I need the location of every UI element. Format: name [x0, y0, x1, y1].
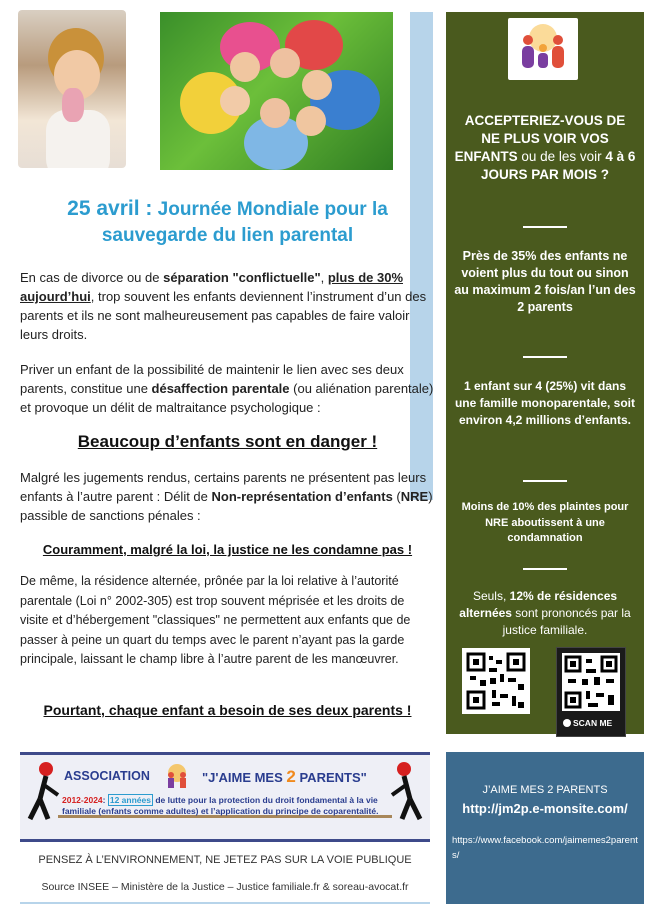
hand-icon: [563, 719, 571, 727]
scan-me-label: SCAN ME: [563, 718, 619, 728]
qr-icon: [562, 653, 620, 711]
sidebar-stat-35: Près de 35% des enfants ne voient plus du tout ou sinon au maximum 2 fois/an l’un des 2 parents: [454, 249, 636, 314]
tug-figure-right-icon: [388, 761, 428, 823]
separator: [523, 568, 567, 570]
sidebar-question: ACCEPTERIEZ-VOUS DE NE PLUS VOIR VOS ENFANTS ou de les voir 4 à 6 JOURS PAR MOIS ?: [454, 113, 636, 182]
decorative-blue-bar: [410, 12, 433, 500]
heading-justice: Couramment, malgré la loi, la justice ne les condamne pas !: [42, 542, 413, 557]
separator: [523, 226, 567, 228]
contact-name: J’AIME MES 2 PARENTS: [482, 784, 608, 796]
qr-icon: [462, 648, 530, 714]
sidebar-stat-10: Moins de 10% des plaintes pour NRE aboutissent à une condamnation: [461, 501, 629, 544]
paragraph-divorce: En cas de divorce ou de séparation "conflictuelle", plus de 30% aujourd’hui, trop souvent les enfants deviennent l’instrument d’un des parents et ils ne sont malheureusement pas capables de faire valoir leurs droits.: [20, 270, 427, 342]
separator: [523, 356, 567, 358]
facebook-link[interactable]: https://www.facebook.com/jaimemes2parents/: [452, 835, 638, 861]
website-link[interactable]: http://jm2p.e-monsite.com/: [462, 801, 628, 816]
family-icon: [508, 18, 578, 80]
paragraph-nre: Malgré les jugements rendus, certains parents ne présentent pas leurs enfants à l’autre parent : Délit de Non-représentation d’enfants (NRE) passible de sanctions pénales :: [20, 470, 433, 523]
child-ice-cream-photo: [18, 10, 126, 168]
paragraph-residence: De même, la résidence alternée, prônée par la loi relative à l’autorité parentale (Loi n° 2002-305) est trop souvent méprisée et les droits de visite et d’hébergement "classiques" ne permettent aux enfants que de passer à peine un quart du temps avec le parent n’ayant pas la garde principale, laissant le champ libre à l’autre parent de les manœuvrer.: [20, 574, 411, 666]
children-circle-photo: [160, 12, 393, 170]
sidebar-stat-12: Seuls, 12% de résidences alternées sont prononcés par la justice familiale.: [459, 589, 631, 637]
page-title: 25 avril : Journée Mondiale pour la sauvegarde du lien parental: [67, 197, 388, 246]
association-name: "J'AIME MES 2 PARENTS": [202, 767, 367, 786]
family-logo: [508, 18, 578, 80]
environment-notice: PENSEZ À L’ENVIRONNEMENT, NE JETEZ PAS SUR LA VOIE PUBLIQUE: [38, 854, 412, 866]
sidebar-stat-25: 1 enfant sur 4 (25%) vit dans une famille monoparentale, soit environ 4,2 millions d’enfants.: [454, 379, 636, 427]
separator: [523, 480, 567, 482]
paragraph-alienation: Priver un enfant de la possibilité de maintenir le lien avec ses deux parents, constitue une désaffection parentale (ou aliénation parentale) et provoque un délit de maltraitance psychologique :: [20, 362, 434, 415]
source-line: Source INSEE – Ministère de la Justice – Justice familiale.fr & soreau-avocat.fr: [41, 881, 409, 893]
heading-danger: Beaucoup d’enfants sont en danger !: [77, 432, 378, 451]
contact-box: [446, 752, 644, 904]
family-sun-icon: [162, 761, 192, 789]
association-label: ASSOCIATION: [64, 769, 150, 783]
association-banner: [20, 752, 430, 842]
association-description: 2012-2024: 12 années de lutte pour la protection du droit fondamental à la vie familiale (enfants comme adultes) et l’application du principe de coparentalité.: [62, 795, 379, 816]
heading-besoin: Pourtant, chaque enfant a besoin de ses deux parents !: [43, 702, 412, 718]
qr-code-facebook[interactable]: [556, 647, 626, 737]
footer-divider: [20, 902, 430, 904]
tug-figure-left-icon: [22, 761, 62, 823]
qr-code-website[interactable]: [462, 648, 530, 714]
